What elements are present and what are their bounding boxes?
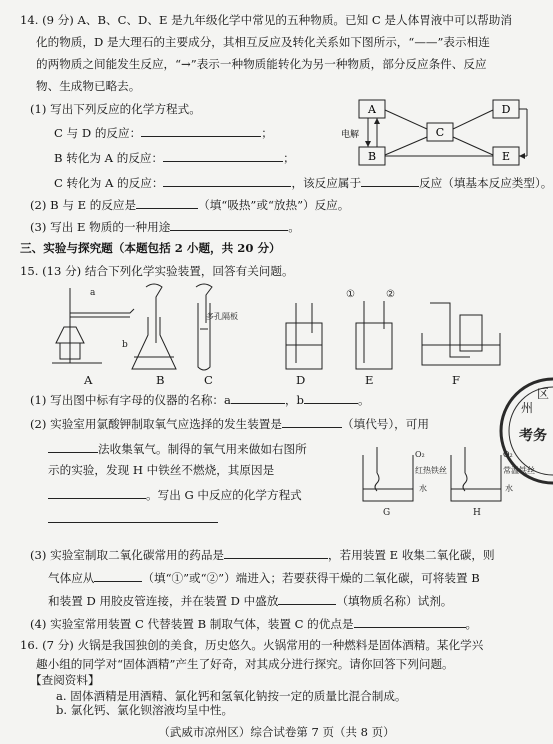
q15-part-3-line-2	[48, 569, 480, 586]
answer-blank[interactable]	[278, 592, 336, 605]
q15-part-1	[30, 391, 370, 408]
answer-blank[interactable]	[48, 486, 146, 499]
answer-blank[interactable]	[282, 415, 342, 428]
link-a-c	[385, 110, 427, 129]
q15-p3-label: (3) 实验室制取二氧化碳常用的药品是	[30, 548, 225, 562]
label-e: E	[501, 150, 511, 163]
link-c-e	[453, 137, 493, 155]
q14-semicolon: ；	[261, 126, 273, 140]
answer-blank[interactable]	[170, 218, 288, 231]
q16-line-2: 趣小组的同学对“固体酒精”产生了好奇，对其成分进行探究。请你回答下列问题。	[36, 657, 454, 671]
q14-semicolon: ；	[283, 151, 295, 165]
q15-p2-collect: 法收集氧气。制得的氧气用来做如右图所	[98, 442, 307, 456]
q14-ba-label: B 转化为 A 的反应：	[54, 151, 164, 165]
answer-blank[interactable]	[48, 510, 218, 523]
app-label-f: F	[452, 373, 461, 387]
water-trough	[422, 333, 500, 365]
q16-info-title: 【查阅资料】	[30, 673, 100, 687]
q15-p4-end: 。	[465, 617, 478, 631]
q15-p1-mid: ，b	[284, 393, 304, 407]
app-label-e: E	[365, 373, 374, 387]
label-h: H	[473, 508, 481, 518]
label-c: C	[435, 126, 445, 139]
q16-info-a: a. 固体酒精是用酒精、氯化钙和氢氧化钠按一定的质量比混合制成。	[56, 689, 407, 703]
relation-diagram	[341, 96, 535, 176]
label-g: G	[383, 508, 391, 518]
q15-part-2-line-2	[48, 440, 307, 457]
q15-part-2-line-1	[30, 415, 429, 432]
bottle-d	[286, 323, 322, 369]
q14-part-2	[30, 196, 349, 213]
q14-p3-dot: 。	[288, 220, 300, 234]
bottle-e	[356, 323, 392, 369]
link-c-d	[453, 110, 493, 129]
port-2-label: ②	[386, 289, 395, 300]
q14-ca-mid: ，该反应属于	[291, 176, 362, 190]
q15-part-4	[30, 615, 477, 632]
answer-blank[interactable]	[136, 196, 198, 209]
label-b: B	[367, 150, 377, 163]
conical-flask	[132, 317, 176, 369]
q14-cd-label: C 与 D 的反应：	[54, 126, 142, 140]
app-label-c: C	[204, 373, 213, 387]
normal-wire	[463, 447, 467, 491]
q14-ca-label: C 转化为 A 的反应：	[54, 176, 164, 190]
q15-line-1: 15. (13 分) 结合下列化学实验装置，回答有关问题。	[20, 264, 294, 278]
normal-wire-label: 常温铁丝	[503, 466, 535, 475]
q14-line-3: 的两物质之间能发生反应，“→”表示一种物质能转化为另一种物质，部分反应条件、反应	[36, 57, 487, 71]
q15-part-2-line-3: 示的实验，发现 H 中铁丝不燃烧，其原因是	[48, 463, 275, 477]
q15-part-2-line-5	[48, 510, 218, 527]
answer-blank[interactable]	[163, 174, 291, 187]
q15-p3-end: （填物质名称）试剂。	[336, 594, 453, 608]
label-a-marker: a	[90, 288, 96, 298]
stamp-text-1: 考务	[519, 428, 547, 444]
answer-blank[interactable]	[354, 615, 466, 628]
app-label-a: A	[84, 373, 93, 387]
q15-p3-gas: 气体应从	[48, 571, 95, 585]
app-label-b: B	[156, 373, 165, 387]
q14-p3-label: (3) 写出 E 物质的一种用途	[30, 220, 171, 234]
q14-cd-line	[54, 124, 273, 141]
label-a: A	[368, 103, 376, 116]
q15-part-3-line-1	[30, 546, 495, 563]
answer-blank[interactable]	[94, 569, 142, 582]
stamp-text-3: 区	[537, 387, 550, 401]
q15-p2-label: (2) 实验室用氯酸钾制取氧气应选择的发生装置是	[30, 417, 282, 431]
q14-ca-line	[54, 174, 552, 191]
q15-p3-mid: ，若用装置 E 收集二氧化碳，则	[328, 548, 495, 562]
q15-part-3-line-3	[48, 592, 452, 609]
test-tube-a	[70, 309, 134, 313]
lab-apparatus-figure	[30, 283, 520, 383]
q14-ca-end: 反应（填基本反应类型）。	[419, 176, 553, 190]
page-footer: （武威市凉州区）综合试卷第 7 页（共 8 页）	[158, 725, 395, 739]
answer-blank[interactable]	[224, 546, 328, 559]
app-label-d: D	[296, 373, 306, 387]
q15-p3-connect: 和装置 D 用胶皮管连接，并在装置 D 中盛放	[48, 594, 279, 608]
water-label-h: 水	[505, 484, 513, 493]
porous-plate-label: 多孔隔板	[206, 312, 238, 321]
q16-line-1: 16. (7 分) 火锅是我国独创的美食，历史悠久。火锅常用的一种燃料是固体酒精。某化学兴	[20, 638, 484, 652]
stamp-text-2: 州	[521, 401, 534, 415]
q16-info-b: b. 氯化钙、氯化钡溶液均呈中性。	[56, 703, 234, 717]
o2-label-h: O₂	[503, 450, 513, 459]
q15-p1-label: (1) 写出图中标有字母的仪器的名称：a	[30, 393, 231, 407]
q15-p3-choice: （填“①”或“②”）端进入；若要获得干燥的二氧化碳，可将装置 B	[142, 571, 480, 585]
electrolysis-label: 电解	[341, 130, 360, 140]
link-b-c	[385, 137, 427, 155]
port-1-label: ①	[346, 289, 355, 300]
label-b-marker: b	[122, 340, 128, 350]
q14-ba-line	[54, 149, 295, 166]
label-d: D	[501, 103, 511, 116]
q14-p2-label: (2) B 与 E 的反应是	[30, 198, 137, 212]
q14-line-2: 化的物质，D 是大理石的主要成分，其相互反应及转化关系如下图所示，“——”表示相连	[36, 35, 490, 49]
q15-p1-end: 。	[357, 393, 370, 407]
answer-blank[interactable]	[231, 391, 285, 404]
bottle-g	[363, 455, 413, 501]
section-3-heading: 三、实验与探究题（本题包括 2 小题，共 20 分）	[20, 241, 281, 255]
q14-part-3	[30, 218, 300, 235]
q15-p4-label: (4) 实验室常用装置 C 代替装置 B 制取气体，装置 C 的优点是	[30, 617, 354, 631]
q15-p2-equation: 。写出 G 中反应的化学方程式	[146, 488, 302, 502]
q14-part-1: (1) 写出下列反应的化学方程式。	[30, 102, 201, 116]
o2-label-g: O₂	[415, 450, 425, 459]
q14-p2-tail: （填“吸热”或“放热”）反应。	[198, 198, 350, 212]
collecting-bottle	[460, 315, 482, 351]
official-stamp	[491, 376, 553, 486]
answer-blank[interactable]	[48, 440, 98, 453]
red-hot-wire	[375, 447, 379, 491]
q14-line-4: 物、生成物已略去。	[36, 79, 141, 93]
red-wire-label: 红热铁丝	[415, 466, 447, 475]
q14-line-1: 14. (9 分) A、B、C、D、E 是九年级化学中常见的五种物质。已知 C 是人体胃液中可以帮助消	[20, 13, 512, 27]
answer-blank[interactable]	[304, 391, 358, 404]
q15-part-2-line-4	[48, 486, 302, 503]
q15-p2-mid: （填代号），可用	[342, 417, 429, 431]
answer-blank[interactable]	[141, 124, 261, 137]
water-label-g: 水	[419, 484, 427, 493]
answer-blank[interactable]	[163, 149, 283, 162]
